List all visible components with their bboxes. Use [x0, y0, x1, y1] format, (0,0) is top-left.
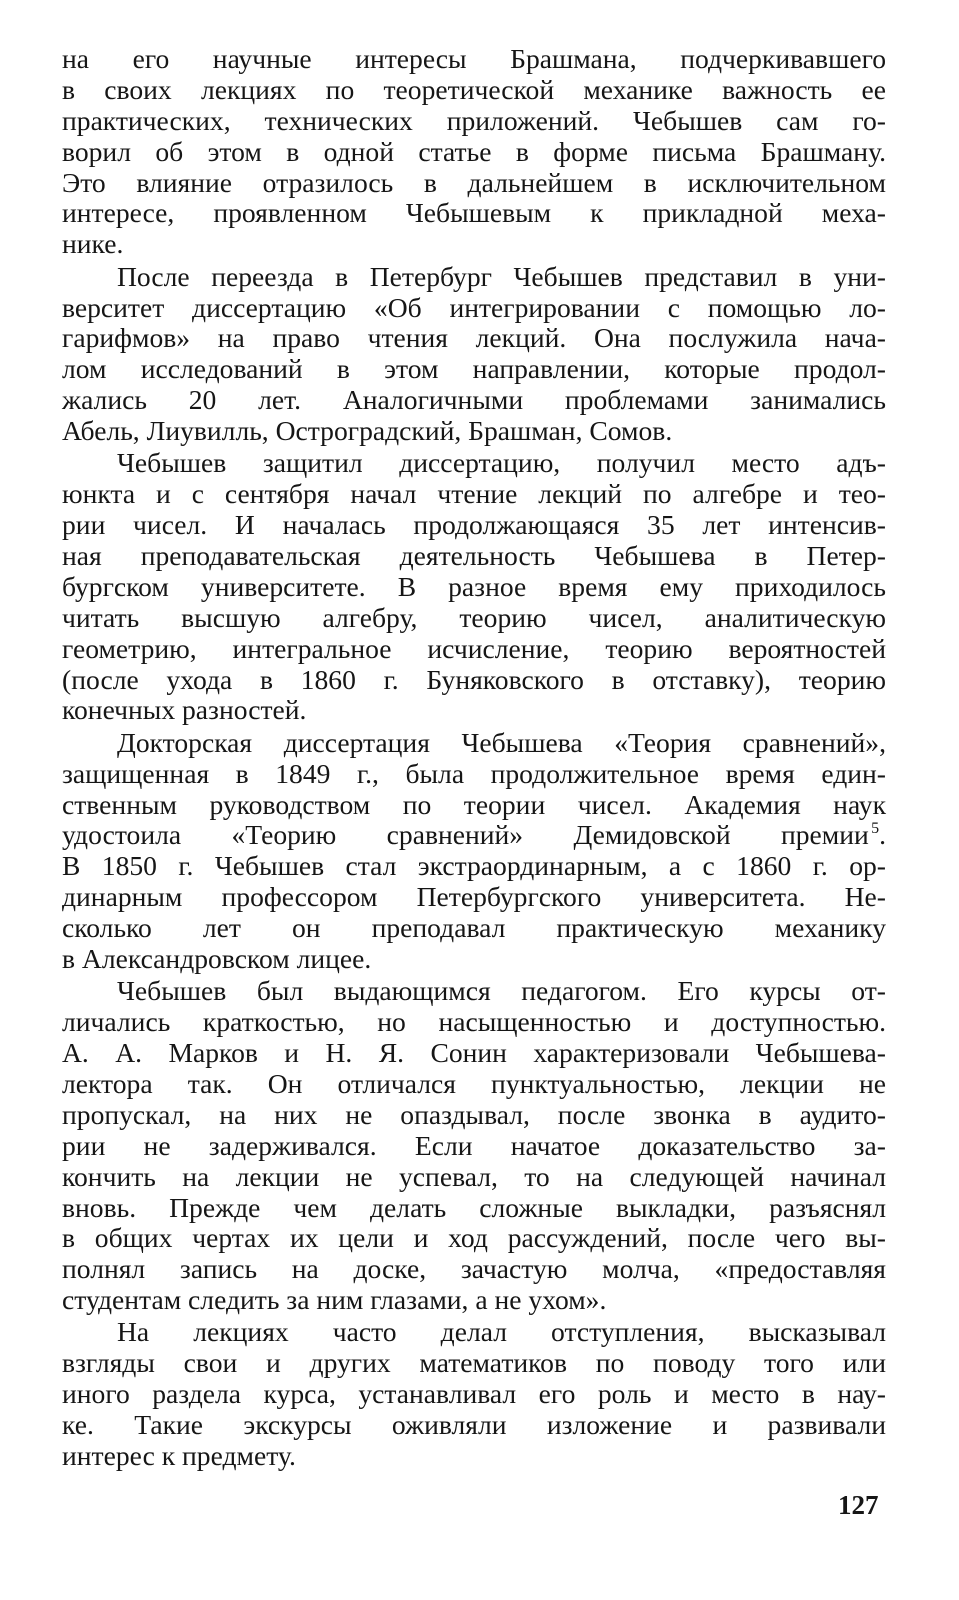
paragraph-2	[62, 262, 886, 447]
paragraph-1	[62, 44, 886, 260]
paragraph-3	[62, 448, 886, 726]
text-line: лектора так. Он отличался пунктуальностью, лекции не	[62, 1067, 886, 1099]
text-line: практических, технических приложений. Чебышев сам го-	[62, 104, 886, 136]
text-line: На лекциях часто делал отступления, высказывал	[117, 1316, 886, 1348]
text-line: геометрию, интегральное исчисление, теорию вероятностей	[62, 632, 886, 664]
text-line: нике.	[62, 228, 124, 260]
text-line: жались 20 лет. Аналогичными проблемами занимались	[62, 384, 886, 416]
text-line: ственным руководством по теории чисел. Академия наук	[62, 788, 886, 820]
text-line: рии не задерживался. Если начатое доказательство за-	[62, 1129, 886, 1161]
text-line: Чебышев защитил диссертацию, получил место адъ-	[117, 447, 886, 479]
text-line: сколько лет он преподавал практическую механику	[62, 912, 886, 944]
text-line: интересе, проявленном Чебышевым к прикладной меха-	[62, 197, 886, 229]
text-line: После переезда в Петербург Чебышев представил в уни-	[117, 260, 886, 292]
text-line-content: удостоила «Теорию сравнений» Демидовской премии	[62, 819, 869, 851]
footnote-tail: .	[879, 819, 886, 851]
text-line: на его научные интересы Брашмана, подчеркивавшего	[62, 43, 886, 74]
text-line: А. А. Марков и Н. Я. Сонин характеризовали Чебышева-	[62, 1037, 886, 1069]
text-line: в своих лекциях по теоретической механике важность ее	[62, 73, 886, 105]
text-line: рии чисел. И началась продолжающаяся 35 лет интенсив-	[62, 509, 886, 541]
text-line: интерес к предмету.	[62, 1440, 296, 1472]
text-line: вновь. Прежде чем делать сложные выкладки, разъяснял	[62, 1191, 886, 1223]
text-line: полнял запись на доске, зачастую молча, «предоставляя	[62, 1253, 886, 1285]
text-line: пропускал, на них не опаздывал, после звонка в аудито-	[62, 1098, 886, 1130]
text-line: в общих чертах их цели и ход рассуждений, после чего вы-	[62, 1222, 886, 1254]
text-line: ворил об этом в одной статье в форме письма Брашману.	[62, 135, 886, 167]
footnote-marker: 5	[871, 820, 880, 838]
text-line: кончить на лекции не успевал, то на следующей начинал	[62, 1160, 886, 1192]
paragraph-4	[62, 728, 886, 975]
text-line: В 1850 г. Чебышев стал экстраординарным, а с 1860 г. ор-	[62, 850, 886, 882]
text-line: защищенная в 1849 г., была продолжительное время един-	[62, 757, 886, 789]
book-page-body	[62, 44, 886, 1473]
text-line: ная преподавательская деятельность Чебышева в Петер-	[62, 540, 886, 572]
text-line: конечных разностей.	[62, 694, 307, 726]
text-line: гарифмов» на право чтения лекций. Она послужила нача-	[62, 322, 886, 354]
text-line: иного раздела курса, устанавливал его роль и место в нау-	[62, 1378, 886, 1410]
text-line: юнкта и с сентября начал чтение лекций по алгебре и тео-	[62, 478, 886, 510]
text-line: взгляды свои и других математиков по поводу того или	[62, 1347, 886, 1379]
text-line: Чебышев был выдающимся педагогом. Его курсы от-	[117, 975, 886, 1007]
text-line: ке. Такие экскурсы оживляли изложение и развивали	[62, 1409, 886, 1441]
paragraph-6	[62, 1317, 886, 1471]
paragraph-5	[62, 976, 886, 1316]
text-line: бургском университете. В разное время ему приходилось	[62, 570, 886, 602]
text-line: верситет диссертацию «Об интегрировании с помощью ло-	[62, 291, 886, 323]
text-line: Абель, Лиувилль, Остроградский, Брашман, Сомов.	[62, 415, 673, 447]
text-line: динарным профессором Петербургского университета. Не-	[62, 881, 886, 913]
text-line: студентам следить за ним глазами, а не ухом».	[62, 1284, 607, 1316]
text-line: (после ухода в 1860 г. Буняковского в отставку), теорию	[62, 663, 886, 695]
text-line-with-footnote	[62, 820, 886, 851]
text-line: Докторская диссертация Чебышева «Теория сравнений»,	[117, 726, 886, 758]
text-line: лом исследований в этом направлении, которые продол-	[62, 353, 886, 385]
text-line: в Александровском лицее.	[62, 943, 372, 974]
text-line: Это влияние отразилось в дальнейшем в исключительном	[62, 166, 886, 198]
page-number: 127	[838, 1490, 879, 1520]
text-line: личались краткостью, но насыщенностью и доступностью.	[62, 1006, 886, 1038]
text-line: читать высшую алгебру, теорию чисел, аналитическую	[62, 601, 886, 633]
